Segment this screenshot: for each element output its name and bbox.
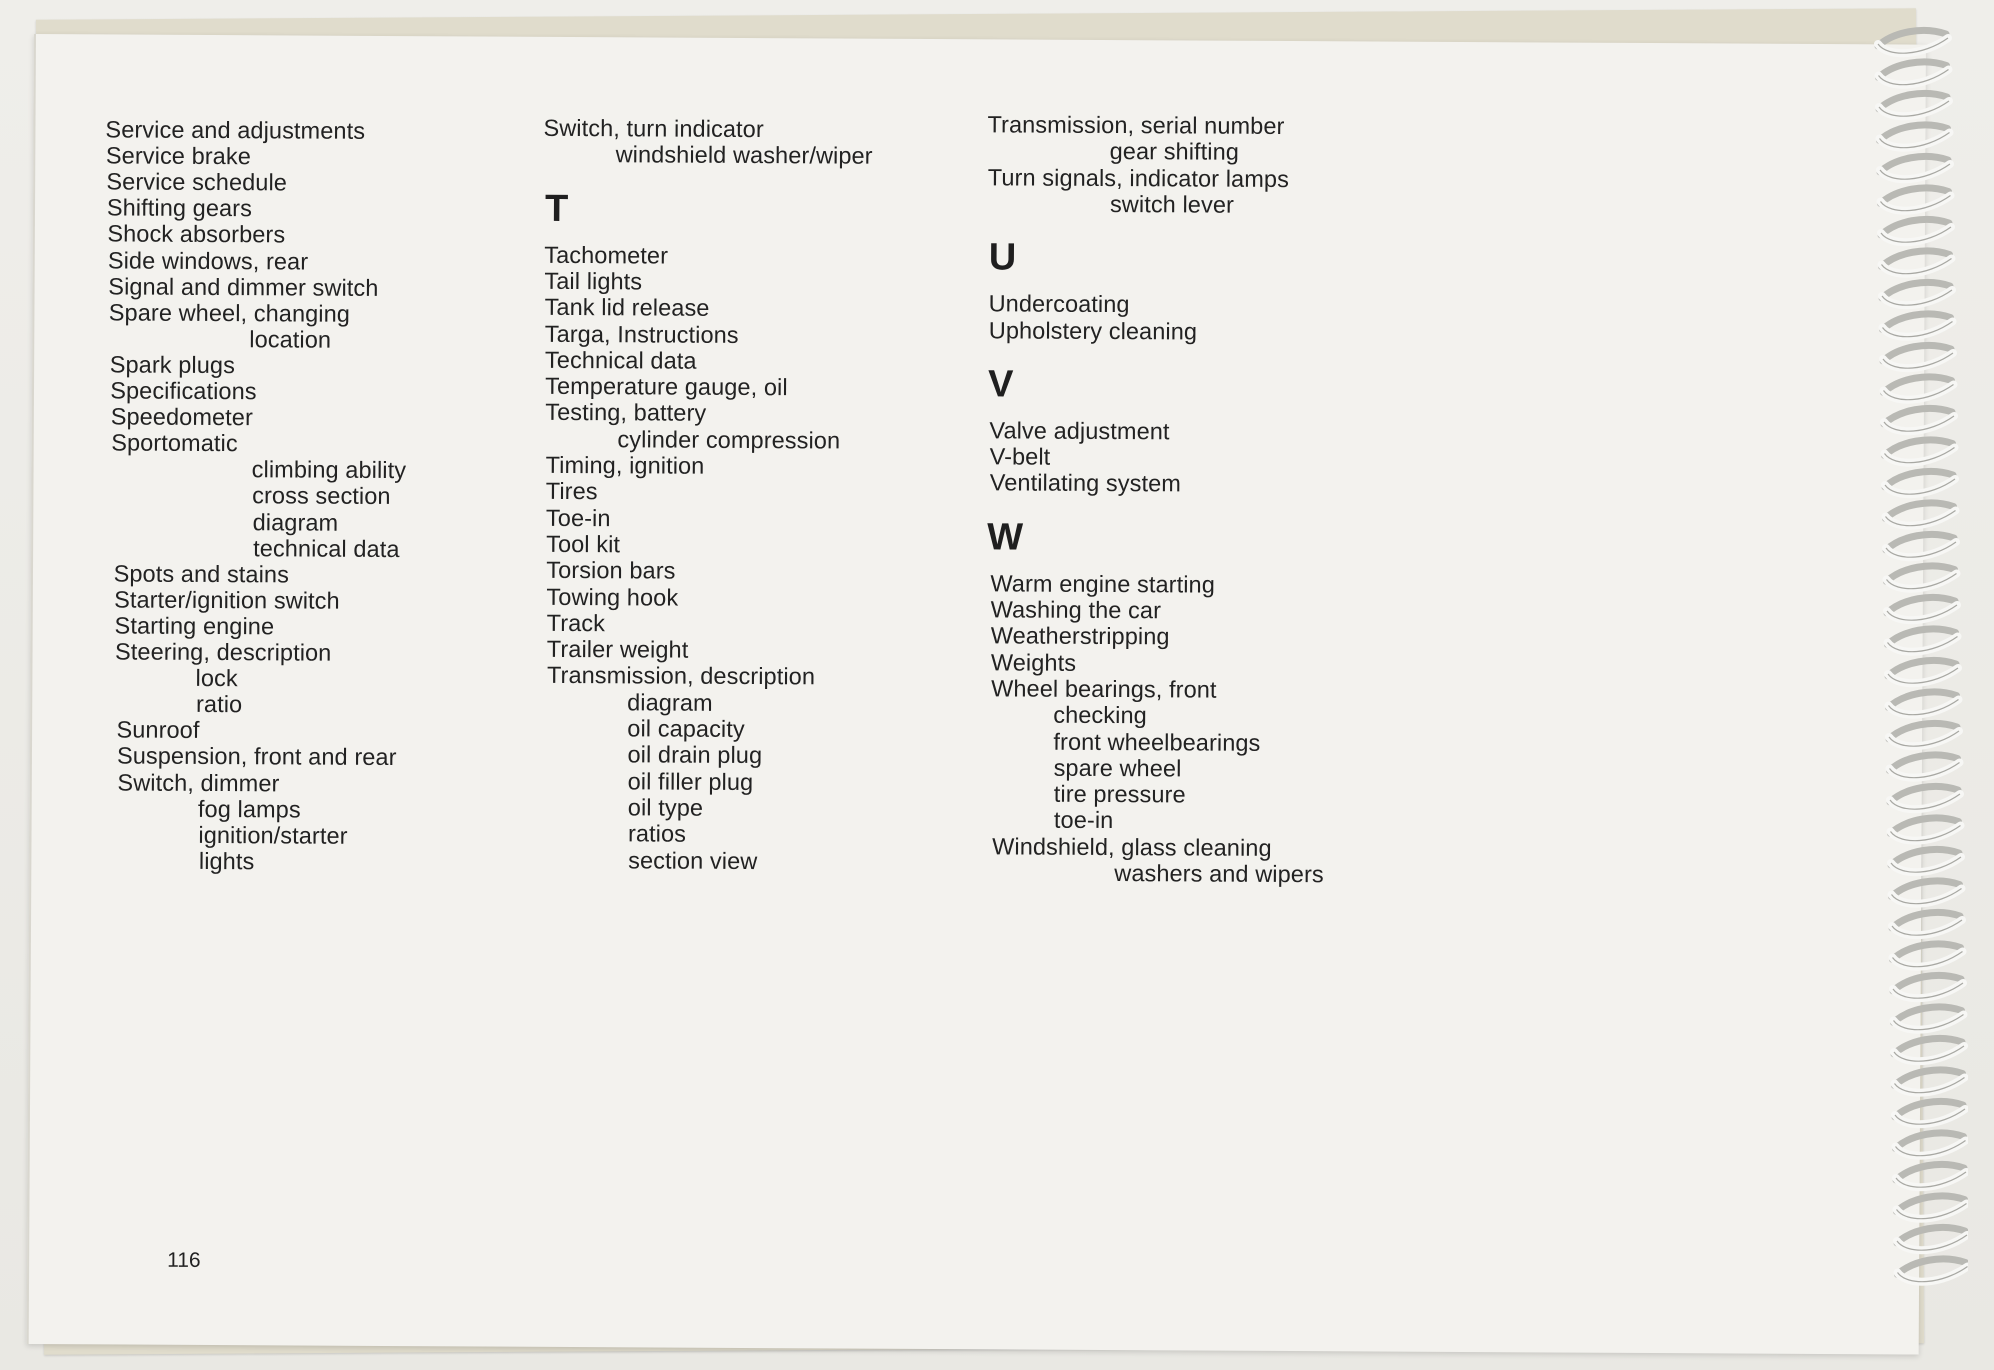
entry-term: section view	[628, 846, 758, 874]
spiral-coil	[1881, 219, 1951, 242]
entry-term: Temperature gauge, oil	[545, 372, 788, 401]
spiral-coil	[1897, 1227, 1967, 1250]
entry-term: Testing, battery	[545, 399, 707, 427]
spiral-coil	[1892, 881, 1962, 904]
entry-term: Track	[546, 609, 606, 636]
spiral-coil	[1889, 692, 1959, 715]
entry-term: lights	[198, 847, 255, 875]
section-letter-w: W	[987, 516, 1024, 559]
section-letter-u: U	[988, 236, 1017, 279]
entry-term: Shifting gears	[106, 194, 253, 222]
entry-term: Steering, description	[114, 638, 332, 666]
entry-term: Spare wheel, changing	[108, 299, 351, 327]
entry-term: spare wheel	[1053, 754, 1182, 782]
entry-term: checking	[1053, 701, 1147, 729]
entry-term: front wheelbearings	[1053, 728, 1261, 756]
spiral-coil	[1880, 125, 1950, 148]
entry-term: switch lever	[1109, 190, 1235, 218]
entry-term: location	[249, 326, 332, 353]
spiral-coil	[1895, 1101, 1965, 1124]
spiral-coil	[1884, 377, 1954, 400]
entry-term: V-belt	[989, 443, 1051, 470]
entry-term: cylinder compression	[617, 425, 841, 454]
entry-term: lock	[195, 665, 238, 692]
entry-term: Washing the car	[990, 596, 1162, 624]
spiral-coil	[1888, 629, 1958, 652]
entry-term: Transmission, serial number	[987, 111, 1285, 139]
spiral-coil	[1879, 93, 1949, 116]
entry-term: Signal and dimmer switch	[108, 273, 379, 301]
entry-term: Upholstery cleaning	[988, 316, 1198, 345]
entry-term: Spark plugs	[109, 351, 236, 379]
spiral-coil	[1880, 156, 1950, 179]
spiral-coil	[1886, 503, 1956, 526]
entry-term: Tachometer	[544, 241, 669, 269]
entry-term: oil filler plug	[627, 767, 754, 795]
entry-term: Switch, turn indicator	[543, 114, 764, 143]
entry-term: Starter/ignition switch	[114, 586, 340, 614]
entry-term: ratios	[627, 820, 687, 847]
spiral-coil	[1888, 660, 1958, 683]
entry-term: Trailer weight	[546, 635, 689, 663]
entry-term: Torsion bars	[546, 557, 676, 584]
spiral-coil	[1894, 1038, 1964, 1061]
entry-term: Starting engine	[114, 612, 275, 640]
spiral-coil	[1885, 440, 1955, 463]
spiral-coil	[1879, 62, 1949, 85]
entry-term: Turn signals, indicator lamps	[987, 163, 1290, 192]
spiral-coil	[1898, 1259, 1968, 1282]
entry-term: Service schedule	[106, 168, 288, 196]
spiral-coil	[1887, 597, 1957, 620]
entry-term: Tail lights	[544, 267, 643, 295]
entry-term: Spots and stains	[113, 560, 290, 588]
spiral-coil	[1896, 1133, 1966, 1156]
spiral-coil	[1890, 786, 1960, 809]
entry-term: oil capacity	[627, 715, 745, 742]
entry-term: cross section	[252, 482, 391, 510]
spiral-coil	[1883, 345, 1953, 368]
entry-term: Towing hook	[546, 583, 679, 611]
section-letter-v: V	[987, 363, 1014, 406]
entry-term: Shock absorbers	[107, 220, 286, 248]
entry-term: Undercoating	[988, 290, 1130, 318]
spiral-coil	[1882, 251, 1952, 274]
entry-term: Sportomatic	[111, 429, 238, 457]
entry-term: Sunroof	[116, 716, 200, 744]
entry-term: gear shifting	[1109, 138, 1240, 166]
entry-term: Valve adjustment	[989, 417, 1170, 445]
spiral-coil	[1889, 723, 1959, 746]
entry-term: toe-in	[1053, 807, 1114, 834]
spiral-coil	[1886, 534, 1956, 557]
entry-term: ratio	[195, 691, 243, 718]
entry-term: Ventilating system	[989, 469, 1182, 497]
entry-term: Technical data	[544, 346, 697, 374]
spiral-coil	[1887, 566, 1957, 589]
spiral-coil	[1893, 944, 1963, 967]
spiral-coil	[1895, 1070, 1965, 1093]
spiral-coil	[1890, 755, 1960, 778]
spiral-coil	[1885, 471, 1955, 494]
spiral-coil	[1894, 1007, 1964, 1030]
entry-term: Transmission, description	[546, 662, 816, 690]
entry-term: washers and wipers	[1114, 860, 1324, 888]
entry-term: Tool kit	[546, 530, 621, 558]
entry-term: Speedometer	[110, 403, 254, 431]
spiral-binding	[1868, 20, 1968, 1310]
entry-term: Tank lid release	[544, 294, 710, 321]
entry-term: diagram	[252, 508, 339, 536]
spiral-coil	[1893, 975, 1963, 998]
entry-term: climbing ability	[251, 456, 407, 484]
entry-term: Specifications	[110, 377, 257, 405]
spiral-coil	[1891, 849, 1961, 872]
spiral-coil	[1881, 188, 1951, 211]
spiral-coil	[1882, 282, 1952, 305]
entry-term: Weatherstripping	[990, 622, 1170, 650]
entry-term: fog lamps	[197, 795, 301, 823]
entry-term: oil type	[627, 794, 704, 821]
entry-term: Warm engine starting	[990, 570, 1216, 598]
spiral-coil	[1892, 912, 1962, 935]
entry-term: Targa, Instructions	[544, 320, 739, 348]
entry-term: tire pressure	[1053, 780, 1186, 808]
spiral-coil	[1883, 314, 1953, 337]
entry-term: technical data	[253, 534, 400, 562]
section-letter-t: T	[544, 187, 569, 230]
spiral-coil	[1878, 30, 1948, 53]
entry-term: diagram	[627, 689, 713, 716]
spiral-coil	[1891, 818, 1961, 841]
entry-term: Switch, dimmer	[117, 768, 280, 796]
entry-term: Side windows, rear	[107, 246, 309, 275]
entry-term: ignition/starter	[198, 821, 348, 849]
entry-term: Wheel bearings, front	[991, 675, 1217, 703]
entry-term: Service brake	[105, 142, 252, 170]
entry-term: Suspension, front and rear	[116, 742, 397, 771]
entry-term: oil drain plug	[627, 741, 763, 769]
spiral-coil	[1897, 1196, 1967, 1219]
entry-term: Toe-in	[545, 504, 611, 531]
entry-term: windshield washer/wiper	[615, 141, 873, 169]
entry-term: Service and adjustments	[105, 116, 366, 144]
entry-term: Windshield, glass cleaning	[992, 833, 1272, 861]
entry-term: Timing, ignition	[545, 451, 705, 479]
page-number: 116	[167, 1248, 201, 1272]
spiral-coil	[1896, 1164, 1966, 1187]
spiral-coil	[1884, 408, 1954, 431]
index-page	[27, 34, 1926, 1355]
entry-term: Tires	[545, 478, 598, 505]
entry-term: Weights	[990, 648, 1077, 676]
